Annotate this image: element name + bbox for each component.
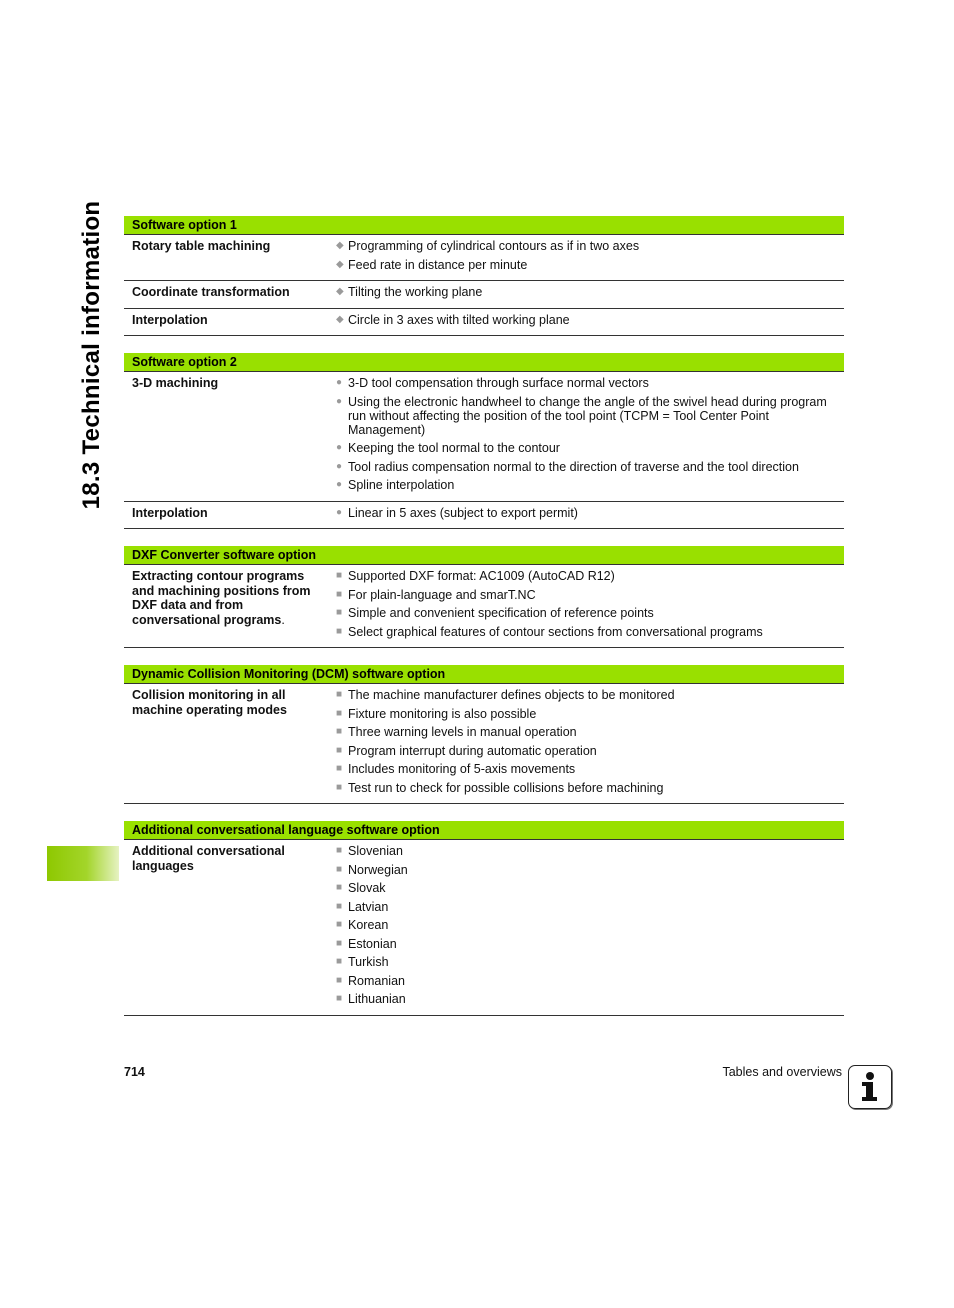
square-bullet-icon: ■ bbox=[336, 607, 343, 618]
list-item: ● Using the electronic handwheel to change the angle of the swivel head during program run without affecting the position of the tool point (TCPM = Tool Center Point Management) bbox=[336, 394, 827, 437]
list-item: ■ Latvian bbox=[336, 899, 389, 914]
circle-bullet-icon: ● bbox=[336, 395, 343, 407]
circle-bullet-icon: ● bbox=[336, 377, 343, 388]
row-items bbox=[327, 375, 844, 497]
list-item: ■ The machine manufacturer defines objects to be monitored bbox=[336, 688, 675, 702]
square-bullet-icon: ■ bbox=[336, 863, 343, 875]
list-item: ■ Slovak bbox=[336, 881, 386, 895]
list-item: ■ For plain-language and smarT.NC bbox=[336, 587, 536, 602]
diamond-bullet-icon: ◆ bbox=[336, 240, 344, 251]
square-bullet-icon: ■ bbox=[336, 744, 343, 756]
list-item: ● Keeping the tool normal to the contour bbox=[336, 441, 560, 455]
list-item: ◆ Feed rate in distance per minute bbox=[336, 257, 528, 272]
section-header: Dynamic Collision Monitoring (DCM) software option bbox=[124, 665, 844, 684]
row-items bbox=[327, 687, 844, 799]
row-items bbox=[327, 568, 844, 643]
chapter-tab-marker bbox=[47, 846, 119, 881]
list-item: ■ Test run to check for possible collisions before machining bbox=[336, 780, 664, 795]
spec-tables bbox=[124, 216, 844, 1033]
diamond-bullet-icon: ◆ bbox=[336, 313, 344, 325]
list-item: ◆ Programming of cylindrical contours as if in two axes bbox=[336, 239, 640, 253]
square-bullet-icon: ■ bbox=[336, 588, 343, 600]
list-item: ■ Romanian bbox=[336, 973, 405, 988]
table-row bbox=[124, 281, 844, 309]
circle-bullet-icon: ● bbox=[336, 460, 343, 472]
list-item: ■ Turkish bbox=[336, 955, 389, 969]
section-header: Software option 2 bbox=[124, 353, 844, 372]
square-bullet-icon: ■ bbox=[336, 570, 343, 581]
row-label: Extracting contour programs and machining positions from DXF data and from conversational programs. bbox=[132, 569, 311, 627]
list-item: ● 3-D tool compensation through surface normal vectors bbox=[336, 376, 649, 390]
list-item: ■ Norwegian bbox=[336, 862, 408, 877]
table-row bbox=[124, 309, 844, 337]
list-item: ■ Korean bbox=[336, 918, 389, 932]
list-item: ■ Three warning levels in manual operation bbox=[336, 725, 577, 739]
list-item: ■ Fixture monitoring is also possible bbox=[336, 706, 537, 721]
section-header: Software option 1 bbox=[124, 216, 844, 235]
section-software-option-1 bbox=[124, 216, 844, 336]
square-bullet-icon: ■ bbox=[336, 956, 343, 967]
square-bullet-icon: ■ bbox=[336, 763, 343, 774]
list-item: ■ Select graphical features of contour sections from conversational programs bbox=[336, 624, 763, 639]
section-conversational-languages bbox=[124, 821, 844, 1016]
info-icon bbox=[848, 1065, 892, 1109]
list-item: ■ Includes monitoring of 5-axis movements bbox=[336, 762, 576, 776]
list-item: ■ Simple and convenient specification of reference points bbox=[336, 606, 654, 620]
list-item: ■ Lithuanian bbox=[336, 992, 406, 1006]
row-items bbox=[327, 312, 844, 332]
diamond-bullet-icon: ◆ bbox=[336, 258, 344, 270]
square-bullet-icon: ■ bbox=[336, 937, 343, 949]
square-bullet-icon: ■ bbox=[336, 726, 343, 737]
row-items bbox=[327, 284, 844, 304]
square-bullet-icon: ■ bbox=[336, 974, 343, 986]
circle-bullet-icon: ● bbox=[336, 442, 343, 453]
table-row bbox=[124, 502, 844, 530]
section-header: DXF Converter software option bbox=[124, 546, 844, 565]
info-glyph-icon bbox=[849, 1066, 890, 1107]
row-label: Coordinate transformation bbox=[132, 285, 290, 299]
row-items bbox=[327, 843, 844, 1011]
section-dxf-converter bbox=[124, 546, 844, 648]
row-label: Additional conversational languages bbox=[132, 844, 285, 873]
table-row bbox=[124, 235, 844, 281]
list-item: ■ Slovenian bbox=[336, 844, 403, 858]
square-bullet-icon: ■ bbox=[336, 781, 343, 793]
section-software-option-2 bbox=[124, 353, 844, 529]
table-row bbox=[124, 565, 844, 648]
square-bullet-icon: ■ bbox=[336, 689, 343, 700]
list-item: ● Spline interpolation bbox=[336, 478, 455, 492]
row-label: Collision monitoring in all machine operating modes bbox=[132, 688, 287, 717]
square-bullet-icon: ■ bbox=[336, 845, 343, 856]
page-number: 714 bbox=[124, 1065, 145, 1079]
table-row bbox=[124, 840, 844, 1016]
row-label: 3-D machining bbox=[132, 376, 219, 390]
row-label: Interpolation bbox=[132, 505, 208, 520]
row-label: Interpolation bbox=[132, 312, 208, 327]
list-item: ● Tool radius compensation normal to the direction of traverse and the tool direction bbox=[336, 459, 799, 474]
circle-bullet-icon: ● bbox=[336, 506, 343, 518]
list-item: ■ Estonian bbox=[336, 936, 397, 951]
chapter-side-title: 18.3 Technical information bbox=[78, 200, 105, 510]
section-header: Additional conversational language software option bbox=[124, 821, 844, 840]
table-row bbox=[124, 372, 844, 502]
square-bullet-icon: ■ bbox=[336, 882, 343, 893]
square-bullet-icon: ■ bbox=[336, 900, 343, 912]
list-item: ■ Supported DXF format: AC1009 (AutoCAD R12) bbox=[336, 569, 615, 583]
row-items bbox=[327, 505, 844, 525]
row-label: Rotary table machining bbox=[132, 239, 271, 253]
section-dcm bbox=[124, 665, 844, 804]
table-row bbox=[124, 684, 844, 804]
square-bullet-icon: ■ bbox=[336, 707, 343, 719]
circle-bullet-icon: ● bbox=[336, 479, 343, 490]
row-items bbox=[327, 238, 844, 276]
square-bullet-icon: ■ bbox=[336, 625, 343, 637]
list-item: ● Linear in 5 axes (subject to export permit) bbox=[336, 505, 578, 520]
list-item: ◆ Circle in 3 axes with tilted working plane bbox=[336, 312, 570, 327]
list-item: ■ Program interrupt during automatic operation bbox=[336, 743, 597, 758]
square-bullet-icon: ■ bbox=[336, 919, 343, 930]
list-item: ◆ Tilting the working plane bbox=[336, 285, 483, 299]
footer-chapter-title: Tables and overviews bbox=[722, 1065, 842, 1079]
square-bullet-icon: ■ bbox=[336, 993, 343, 1004]
diamond-bullet-icon: ◆ bbox=[336, 286, 344, 297]
